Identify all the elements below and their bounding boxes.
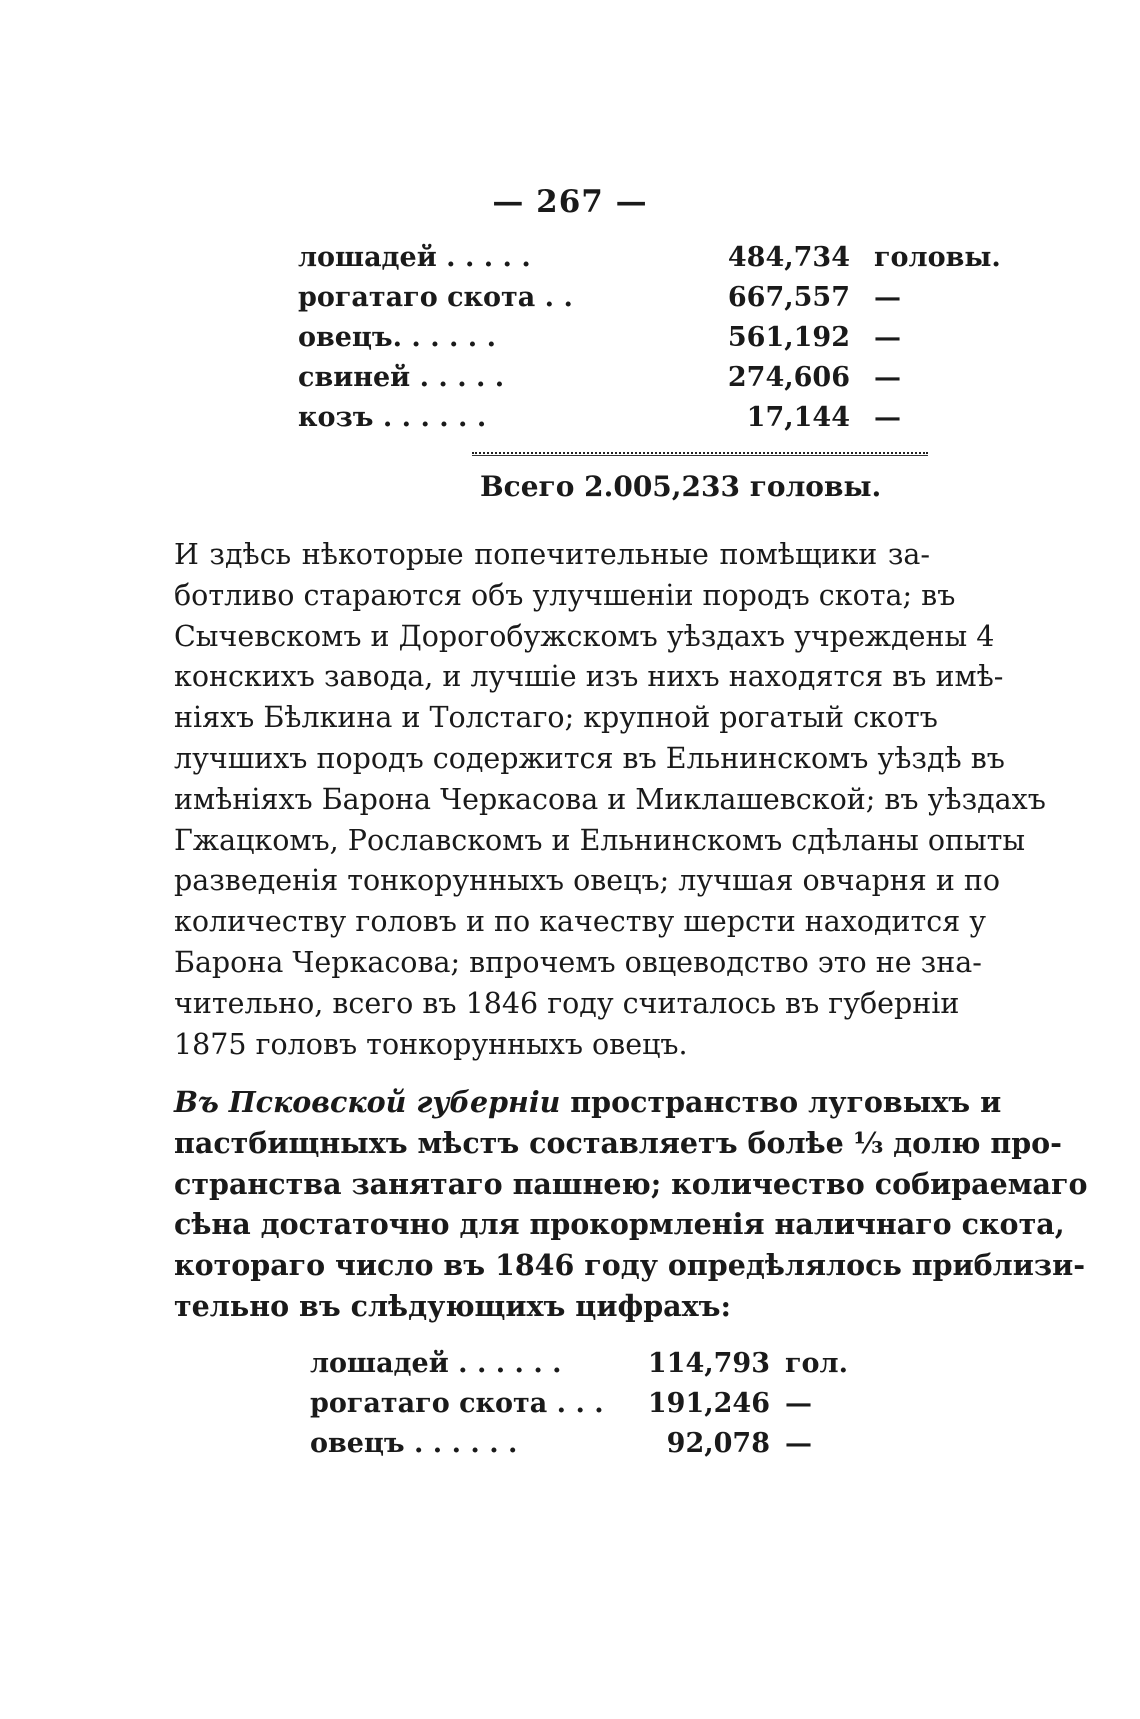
- table-row: [298, 242, 1001, 282]
- row-unit: —: [785, 1388, 812, 1419]
- row-value: 667,557: [727, 282, 850, 313]
- paragraph-line: ніяхъ Бѣлкина и Толстаго; крупной рогатый скотъ: [174, 701, 938, 735]
- paragraph-line: ботливо стараются объ улучшеніи породъ скота; въ: [174, 578, 956, 612]
- row-label: лошадей . . . . . .: [310, 1348, 562, 1379]
- page-number: — 267 —: [492, 184, 648, 220]
- paragraph-line: имѣніяхъ Барона Черкасова и Миклашевской; въ уѣздахъ: [174, 782, 1046, 816]
- row-unit: —: [874, 402, 901, 433]
- livestock-table-pskov: [310, 1348, 910, 1468]
- row-label: свиней . . . . .: [298, 362, 505, 393]
- paragraph-line: Гжацкомъ, Рославскомъ и Ельнинскомъ сдѣланы опыты: [174, 823, 1026, 857]
- row-unit: —: [874, 282, 901, 313]
- row-unit: —: [874, 322, 901, 353]
- table-row: [310, 1348, 910, 1388]
- paragraph-line: лучшихъ породъ содержится въ Ельнинскомъ уѣздѣ въ: [174, 741, 1005, 775]
- row-value: 484,734: [727, 242, 850, 273]
- table-row: [298, 362, 901, 402]
- sum-divider: [472, 452, 928, 454]
- table-row: [310, 1428, 910, 1468]
- table-row: [298, 322, 901, 362]
- row-label: овецъ . . . . . .: [310, 1428, 518, 1459]
- paragraph-pskov: [174, 1082, 1088, 1327]
- row-unit: —: [785, 1428, 812, 1459]
- row-unit: головы.: [874, 242, 1001, 273]
- paragraph-line: Сычевскомъ и Дорогобужскомъ уѣздахъ учреждены 4: [174, 619, 995, 653]
- sum-divider-line: [472, 455, 928, 456]
- paragraph-line: чительно, всего въ 1846 году считалось въ губерніи: [174, 986, 960, 1020]
- table-row: [298, 282, 901, 322]
- row-label: рогатаго скота . .: [298, 282, 573, 313]
- paragraph-line: И здѣсь нѣкоторые попечительные помѣщики за-: [174, 538, 930, 571]
- livestock-table-smolensk: [298, 242, 1001, 442]
- first-line-text: пространство луговыхъ и: [560, 1085, 1002, 1119]
- table-row: [310, 1388, 910, 1428]
- row-label: лошадей . . . . .: [298, 242, 531, 273]
- row-label: козъ . . . . . .: [298, 402, 487, 433]
- row-value: 191,246: [647, 1388, 770, 1419]
- paragraph-line: котораго число въ 1846 году опредѣлялось приблизи-: [174, 1248, 1086, 1283]
- paragraph-line: странства занятаго пашнею; количество собираемаго: [174, 1166, 1088, 1201]
- region-name-italic: Въ Псковской губерніи: [174, 1085, 561, 1119]
- paragraph-line: разведенія тонкорунныхъ овецъ; лучшая овчарня и по: [174, 864, 1001, 898]
- paragraph-line: сѣна достаточно для прокормленія наличнаго скота,: [174, 1207, 1065, 1242]
- paragraph-line: тельно въ слѣдующихъ цифрахъ:: [174, 1288, 731, 1323]
- row-label: рогатаго скота . . .: [310, 1388, 604, 1419]
- paragraph-line: Барона Черкасова; впрочемъ овцеводство это не зна-: [174, 945, 982, 979]
- row-value: 92,078: [666, 1428, 770, 1459]
- row-value: 561,192: [727, 322, 850, 353]
- table-row: [298, 402, 901, 442]
- paragraph-first-line: [174, 1082, 1002, 1123]
- paragraph-line: 1875 головъ тонкорунныхъ овецъ.: [174, 1027, 688, 1061]
- row-unit: гол.: [785, 1348, 848, 1379]
- row-unit: —: [874, 362, 901, 393]
- paragraph-line: пастбищныхъ мѣстъ составляетъ болѣе ⅓ долю про-: [174, 1125, 1062, 1160]
- row-value: 274,606: [727, 362, 850, 393]
- paragraph-smolensk: [174, 535, 1046, 1065]
- table-total: Всего 2.005,233 головы.: [480, 470, 882, 503]
- paragraph-line: конскихъ завода, и лучшіе изъ нихъ находятся въ имѣ-: [174, 660, 1004, 694]
- paragraph-line: количеству головъ и по качеству шерсти находится у: [174, 905, 987, 939]
- row-value: 114,793: [647, 1348, 770, 1379]
- row-label: овецъ. . . . . .: [298, 322, 497, 353]
- row-value: 17,144: [746, 402, 850, 433]
